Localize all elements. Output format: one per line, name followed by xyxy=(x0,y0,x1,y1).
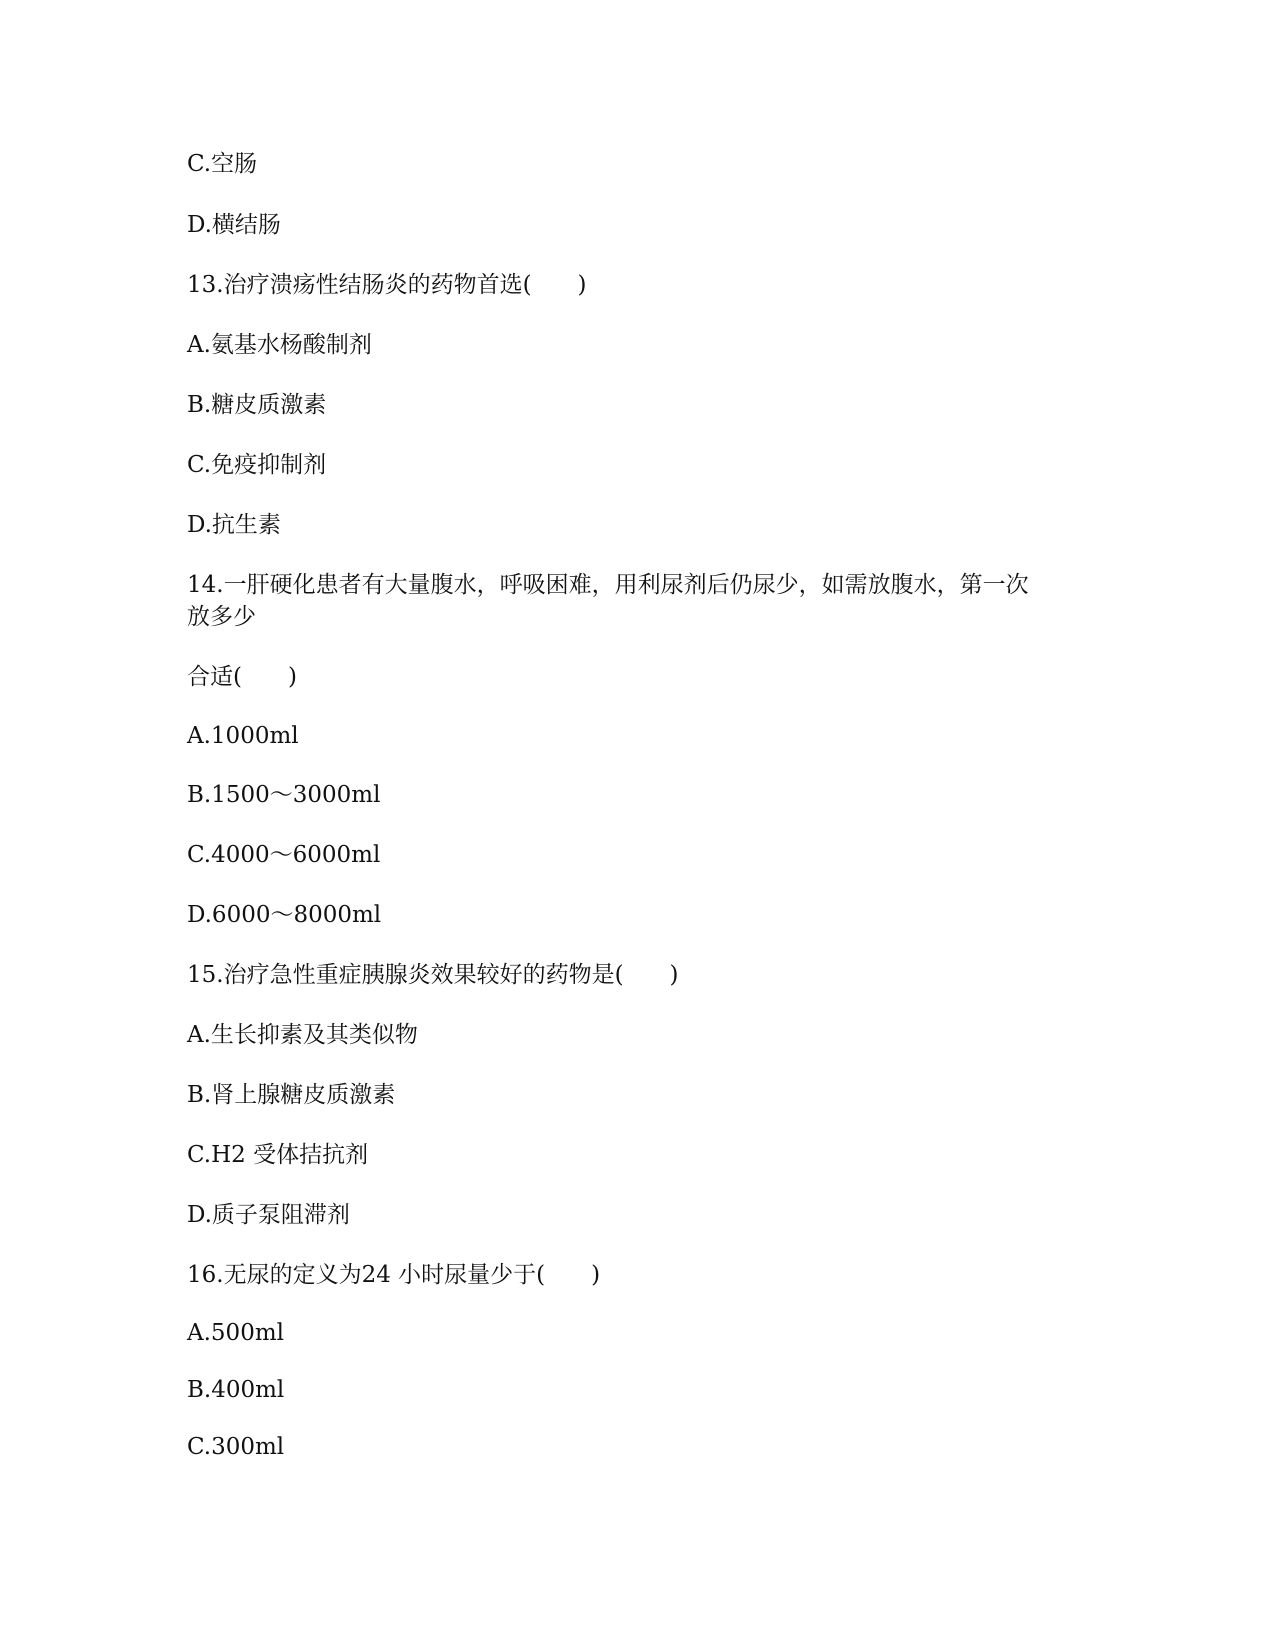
option-13d: D.抗生素 xyxy=(187,512,281,538)
option-15a: A.生长抑素及其类似物 xyxy=(187,1022,418,1048)
option-15b: B.肾上腺糖皮质激素 xyxy=(187,1082,396,1108)
option-15d: D.质子泵阻滞剂 xyxy=(187,1202,350,1228)
question-14-line-3: 合适( ) xyxy=(187,664,297,690)
question-13: 13.治疗溃疡性结肠炎的药物首选( ) xyxy=(187,272,587,298)
option-12d: D.横结肠 xyxy=(187,212,281,238)
option-13c: C.免疫抑制剂 xyxy=(187,452,327,478)
option-14d: D.6000～8000ml xyxy=(187,902,382,928)
option-12c: C.空肠 xyxy=(187,151,258,177)
option-16b: B.400ml xyxy=(187,1377,285,1403)
option-15c: C.H2 受体拮抗剂 xyxy=(187,1142,369,1168)
option-13b: B.糖皮质激素 xyxy=(187,392,327,418)
question-16: 16.无尿的定义为24 小时尿量少于( ) xyxy=(187,1262,601,1288)
option-14b: B.1500～3000ml xyxy=(187,782,381,808)
question-14-line-1: 14.一肝硬化患者有大量腹水，呼吸困难，用利尿剂后仍尿少，如需放腹水，第一次 xyxy=(187,572,1029,598)
option-16c: C.300ml xyxy=(187,1434,285,1460)
option-14c: C.4000～6000ml xyxy=(187,842,381,868)
option-14a: A.1000ml xyxy=(187,723,299,749)
option-13a: A.氨基水杨酸制剂 xyxy=(187,332,372,358)
question-15: 15.治疗急性重症胰腺炎效果较好的药物是( ) xyxy=(187,962,679,988)
question-14-line-2: 放多少 xyxy=(187,604,256,630)
option-16a: A.500ml xyxy=(187,1320,284,1346)
